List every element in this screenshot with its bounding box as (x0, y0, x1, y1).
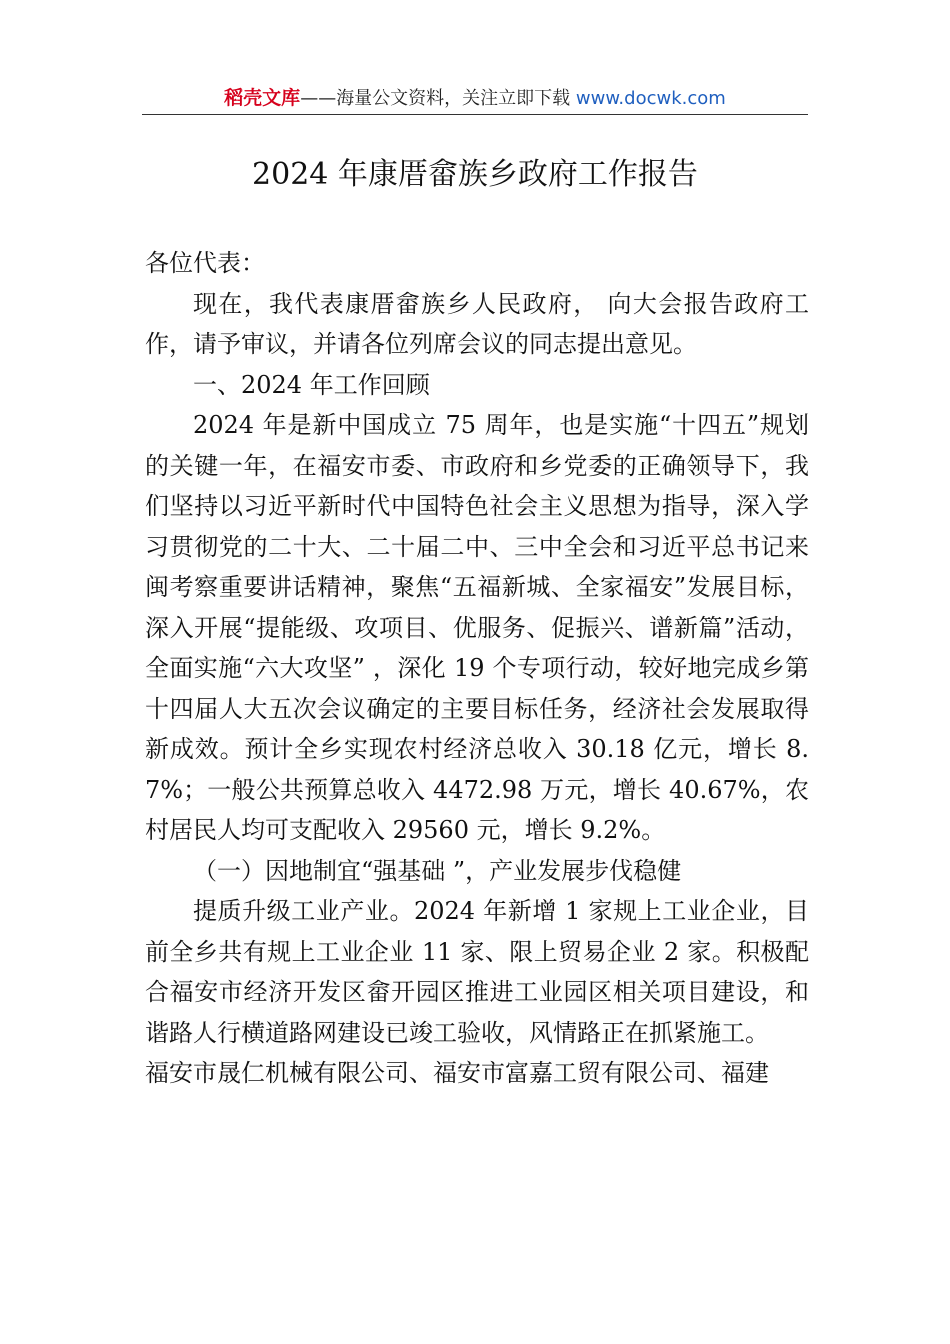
intro-paragraph: 现在，我代表康厝畲族乡人民政府， 向大会报告政府工 作，请予审议，并请各位列席会议的同志提出意见。 (145, 289, 809, 358)
section-heading: 一、2024 年工作回顾 (193, 370, 430, 399)
continued-paragraph: 福安市晟仁机械有限公司、福安市富嘉工贸有限公司、福建 (145, 1059, 769, 1087)
brand-logo-text: 稻壳文库 (224, 87, 301, 109)
page-header (142, 84, 808, 112)
website-link[interactable]: www.docwk.com (575, 88, 726, 109)
header-divider (142, 114, 808, 115)
industry-paragraph: 提质升级工业产业。2024 年新增 1 家规上工业企业，目前全乡共有规上工业企业 11 家、限上贸易企业 2 家。积极配合福安市经济开发区畲开园区推进工业园区相关项目建设，和谐路人行横道路网建设已竣工验收，风情路正在抓紧施工。 (145, 897, 809, 1047)
subsection-heading: （一）因地制宜“强基础 ”，产业发展步伐稳健 (193, 856, 682, 885)
document-body (145, 243, 809, 1094)
document-title: 2024 年康厝畲族乡政府工作报告 (252, 157, 698, 192)
salutation: 各位代表： (145, 249, 265, 277)
header-tagline: ——海量公文资料，关注立即下载 (300, 88, 576, 109)
review-paragraph: 2024 年是新中国成立 75 周年，也是实施“十四五”规划的关键一年，在福安市委、市政府和乡党委的正确领导下，我们坚持以习近平新时代中国特色社会主义思想为指导，深入学习贯彻党的二十大、二十届二中、三中全会和习近平总书记来闽考察重要讲话精神，聚焦“五福新城、全家福安”发展目标，深入开展“提能级、攻项目、优服务、促振兴、谱新篇”活动，全面实施“六大攻坚” ，深化 19 个专项行动，较好地完成乡第十四届人大五次会议确定的主要目标任务，经济社会发展取得新成效。预计全乡实现农村经济总收入 30.18 亿元，增长 8.7%；一般公共预算总收入 4472.98 万元，增长 40.67%，农村居民人均可支配收入 29560 元，增长 9.2%。 (145, 411, 809, 844)
